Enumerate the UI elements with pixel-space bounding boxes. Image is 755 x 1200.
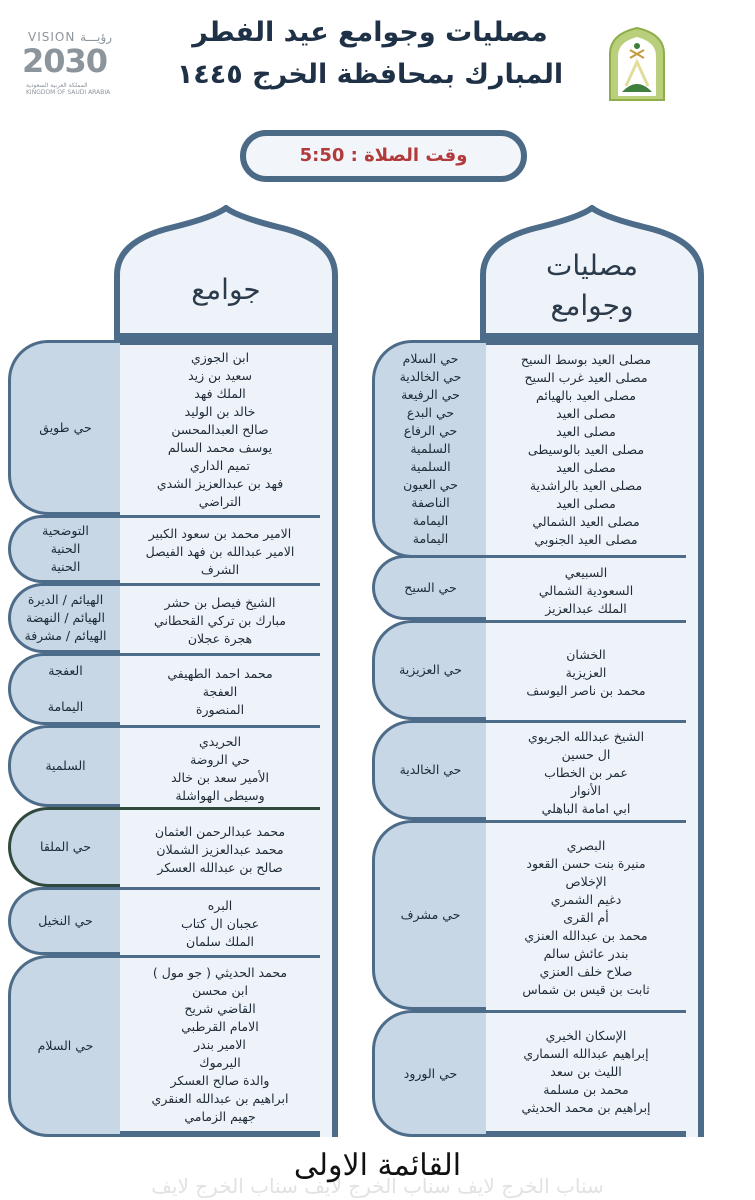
- district-tab: [8, 887, 120, 955]
- district-tab: [372, 555, 486, 620]
- mosque-name: خالد بن الوليد: [184, 404, 256, 419]
- mosque-name: يوسف محمد السالم: [167, 440, 273, 455]
- district-tab: [8, 807, 120, 887]
- mosque-name: اليرموك: [199, 1054, 241, 1070]
- district-label: حي النخيل: [38, 913, 93, 928]
- mosque-name: البصري: [566, 838, 606, 853]
- mosque-name: صلاح خلف العنزي: [539, 964, 633, 979]
- mosque-name: VISION رؤيـــة: [28, 30, 113, 44]
- mosque-name: الامير عبدالله بن فهد الفيصل: [145, 544, 295, 559]
- mosque-name: الامام القرطبي: [181, 1018, 259, 1034]
- mosque-name: التراضي: [198, 494, 242, 509]
- mosque-name: محمد بن ناصر اليوسف: [526, 683, 646, 698]
- mosque-name: صالح العبدالمحسن: [171, 422, 269, 437]
- mosque-name: مصلى العيد: [556, 424, 616, 439]
- list-item-group: [120, 955, 320, 1137]
- mosque-name: السعودية الشمالي: [538, 582, 634, 598]
- mosque-name: ابن محسن: [192, 982, 248, 998]
- mosque-name: محمد عبدالعزيز الشملان: [156, 842, 284, 857]
- mosque-name: المنصورة: [195, 702, 245, 717]
- district-label: حي البدع: [406, 405, 455, 420]
- district-label: حي الرفاع: [403, 423, 458, 438]
- mosque-name: إبراهيم بن محمد الحديثي: [521, 1100, 651, 1115]
- mosque-name: الامير محمد بن سعود الكبير: [148, 526, 292, 541]
- page-title: [150, 12, 590, 96]
- list-label: القائمة الاولى: [293, 1148, 462, 1183]
- list-item-group: [120, 515, 320, 586]
- mosque-name: 2030: [22, 42, 108, 80]
- district-label: السلمية: [410, 441, 451, 456]
- mosque-name: العزيزية: [565, 665, 607, 680]
- district-tab: [8, 583, 120, 653]
- list-item-group: [486, 345, 686, 555]
- mosque-name: وسيطى الهواشلة: [175, 788, 265, 803]
- district-label: حي العيون: [403, 477, 458, 492]
- district-label: الهيائم / الديرة: [27, 592, 104, 607]
- mosque-name: والدة صالح العسكر: [170, 1072, 270, 1088]
- list-item-group: [486, 720, 686, 823]
- mosque-name: المملكة العربية السعودية KINGDOM OF SAUDI ARABIA: [26, 82, 111, 96]
- district-label: حي السيح: [404, 579, 457, 595]
- mosque-name: فهد بن عبدالعزيز الشدي: [156, 476, 284, 491]
- mosque-name: تميم الداري: [190, 458, 250, 473]
- district-label: اليمامة: [412, 531, 449, 546]
- mosque-name: محمد عبدالرحمن العثمان: [154, 824, 286, 839]
- mosque-name: ابراهيم بن عبدالله العنقري: [151, 1090, 289, 1106]
- district-label: حي الورود: [403, 1065, 458, 1081]
- district-label: السلمية: [45, 758, 86, 773]
- district-label: حي العزيزية: [399, 662, 462, 677]
- mosque-name: الليث بن سعد: [550, 1064, 622, 1079]
- mosque-name: الشيخ فيصل بن حشر: [164, 595, 276, 610]
- list-item-group: [486, 820, 686, 1013]
- mosque-name: جوامع: [191, 273, 261, 306]
- mosque-emblem-icon: [606, 26, 668, 102]
- mosque-name: ابي امامة الباهلي: [541, 801, 631, 816]
- mosque-name: القاضي شريح: [184, 1000, 256, 1016]
- list-item-group: [120, 887, 320, 958]
- mosque-name: إبراهيم عبدالله السماري: [523, 1046, 649, 1061]
- mosque-name: مصليات وجوامع عيد الفطر: [192, 17, 548, 48]
- list-item-group: [486, 555, 686, 623]
- mosque-name: هجرة عجلان: [187, 631, 253, 646]
- mosque-name: مبارك بن تركي القحطاني: [154, 613, 286, 628]
- list-item-group: [486, 1010, 686, 1137]
- district-label: حي الخالدية: [399, 369, 462, 384]
- list-item-group: [120, 653, 320, 728]
- mosque-name: ال حسين: [561, 747, 611, 762]
- mosque-name: الشيخ عبدالله الجريوي: [527, 729, 645, 744]
- district-tab: [8, 515, 120, 583]
- district-tab: [8, 340, 120, 515]
- mosque-name: الإسكان الخيري: [545, 1028, 627, 1043]
- district-tab: [372, 1010, 486, 1137]
- mosque-name: المبارك بمحافظة الخرج ١٤٤٥: [176, 59, 564, 90]
- district-label: العفجة: [48, 663, 83, 678]
- vision-2030-logo: [18, 30, 118, 96]
- mosque-name: مصلى العيد الجنوبي: [534, 532, 638, 547]
- left-column-heading: [114, 270, 338, 310]
- list-item-group: [486, 620, 686, 723]
- district-tab: [8, 725, 120, 807]
- prayer-time-badge: [240, 130, 527, 182]
- mosque-name: وقت الصلاة : 5:50: [299, 145, 468, 166]
- district-tab: [8, 955, 120, 1137]
- mosque-name: عجبان ال كتاب: [180, 916, 260, 931]
- mosque-name: مصلى العيد بالوسيطى: [527, 442, 645, 457]
- mosque-name: الحريدي: [198, 734, 242, 749]
- mosque-name: مصلى العيد بالراشدية: [529, 478, 643, 493]
- list-item-group: [120, 725, 320, 810]
- mosque-name: الملك فهد: [194, 386, 246, 401]
- district-label: الهيائم / مشرفة: [24, 628, 107, 643]
- mosque-name: جهيم الزمامي: [184, 1108, 256, 1124]
- district-label: حي الخالدية: [399, 762, 462, 777]
- mosque-name: محمد بن عبدالله العنزي: [524, 928, 648, 943]
- mosque-name: مصلى العيد الشمالي: [532, 514, 640, 529]
- mosque-name: محمد احمد الطهيفي: [167, 666, 273, 681]
- mosque-name: دغيم الشمري: [550, 892, 622, 907]
- district-label: حي السلام: [402, 351, 459, 366]
- mosque-name: حي الروضة: [190, 752, 250, 767]
- district-tab: [372, 340, 486, 558]
- mosque-name: السبيعي: [564, 564, 608, 580]
- mosque-name: مصلى العيد بوسط السيح: [520, 352, 652, 367]
- district-label: حي الملقا: [40, 839, 91, 854]
- mosque-name: الخشان: [566, 647, 606, 662]
- district-label: حي مشرف: [400, 907, 461, 922]
- mosque-name: سعيد بن زيد: [188, 368, 252, 383]
- list-item-group: [120, 583, 320, 656]
- district-label: حي طويق: [39, 419, 92, 435]
- mosque-name: منيرة بنت حسن القعود: [526, 856, 646, 871]
- mosque-name: البره: [207, 898, 233, 913]
- mosque-name: وجوامع: [550, 289, 634, 322]
- district-label: اليمامة: [47, 699, 84, 714]
- right-column-heading: [480, 246, 704, 326]
- district-label: اليمامة: [412, 513, 449, 528]
- district-tab: [372, 620, 486, 720]
- district-label: الحنية: [50, 541, 81, 556]
- mosque-name: الملك عبدالعزيز: [545, 600, 627, 616]
- mosque-name: مصليات: [546, 249, 638, 282]
- mosque-name: عمر بن الخطاب: [544, 765, 628, 780]
- mosque-name: الأنوار: [570, 783, 602, 798]
- list-item-group: [120, 345, 320, 515]
- district-tab: [8, 653, 120, 725]
- district-label: حي السلام: [37, 1038, 94, 1053]
- mosque-name: مصلى العيد بالهيائم: [536, 388, 636, 403]
- mosque-name: مصلى العيد: [556, 496, 616, 511]
- watermark: سناب الخرج لايف سناب الخرج لايف سناب الخرج لايف: [151, 1174, 604, 1198]
- mosque-name: الإخلاص: [565, 874, 607, 889]
- district-label: السلمية: [410, 459, 451, 474]
- mosque-name: مصلى العيد: [556, 406, 616, 421]
- mosque-name: صالح بن عبدالله العسكر: [157, 860, 283, 875]
- district-tab: [372, 720, 486, 820]
- mosque-name: بندر عائش سالم: [543, 946, 629, 961]
- district-label: التوضحية: [42, 523, 89, 538]
- mosque-name: ابن الجوزي: [190, 350, 250, 365]
- mosque-name: الأمير سعد بن خالد: [171, 770, 269, 785]
- mosque-name: مصلى العيد غرب السيح: [524, 370, 648, 385]
- mosque-name: محمد بن مسلمة: [543, 1082, 629, 1097]
- district-label: الهيائم / النهضة: [26, 610, 105, 625]
- district-label: الناصفة: [411, 495, 450, 510]
- mosque-name: الشرف: [200, 562, 240, 577]
- district-label: الحنية: [50, 559, 81, 574]
- mosque-name: مصلى العيد: [556, 460, 616, 475]
- mosque-name: الامير بندر: [194, 1036, 246, 1052]
- district-tab: [372, 820, 486, 1010]
- mosque-name: أم القرى: [563, 910, 609, 925]
- mosque-name: ثابت بن قيس بن شماس: [522, 982, 650, 997]
- district-label: حي الرفيعة: [401, 387, 460, 402]
- list-item-group: [120, 807, 320, 890]
- mosque-name: محمد الحديثي ( جو مول ): [152, 964, 288, 980]
- mosque-name: العفجة: [202, 684, 238, 699]
- mosque-name: الملك سلمان: [186, 934, 254, 949]
